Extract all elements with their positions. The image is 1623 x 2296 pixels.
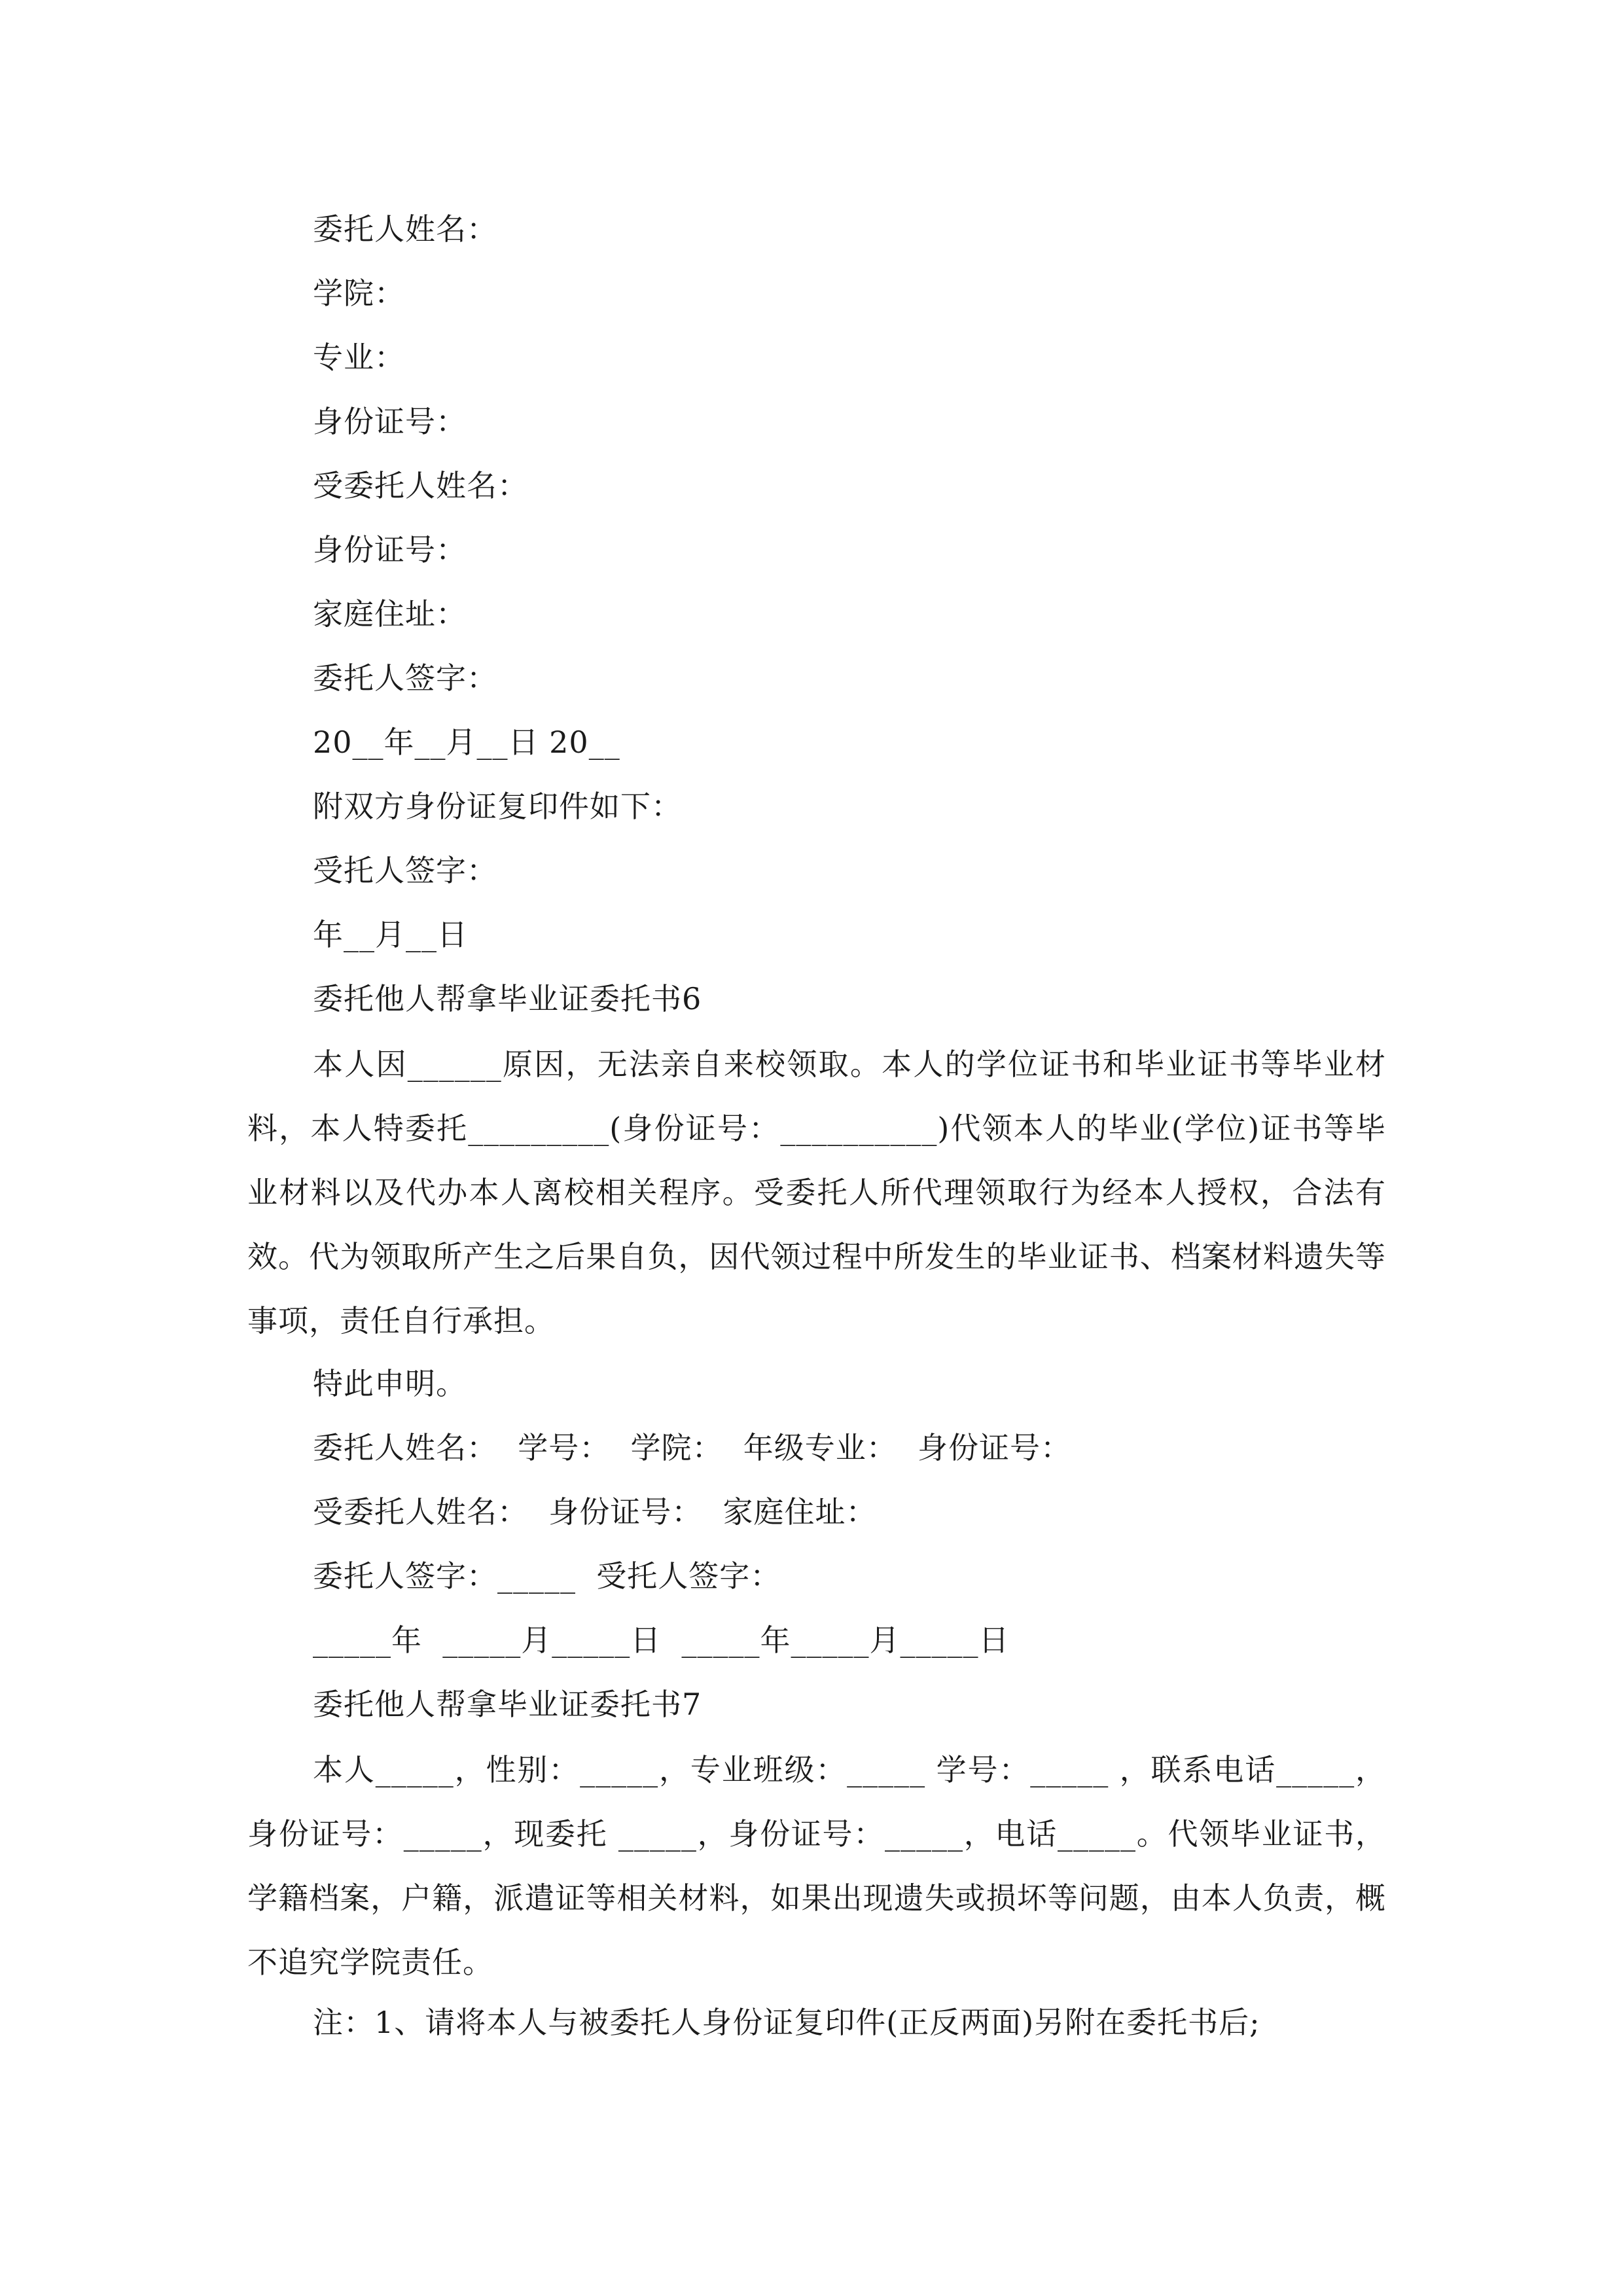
line-dates: _____年 _____月_____日 _____年_____月_____日 bbox=[313, 1623, 1010, 1658]
line-entrustor-info: 委托人姓名： 学号： 学院： 年级专业： 身份证号： bbox=[313, 1430, 1071, 1465]
paragraph-letter-6: 本人因______原因，无法亲自来校领取。本人的学位证书和毕业证书等毕业材料，本人特委托_________(身份证号：__________)代领本人的毕业(学位)证书等毕业材料以及代办本人离校相关程序。受委托人所代理领取行为经本人授权，合法有效。代为领取所产生之后果自负，因代领过程中所发生的毕业证书、档案材料遗失等事项，责任自行承担。 bbox=[247, 1047, 1386, 1338]
line-major: 专业： bbox=[313, 340, 405, 375]
line-trustee-info: 受委托人姓名： 身份证号： 家庭住址： bbox=[313, 1494, 877, 1530]
section-heading-6: 委托他人帮拿毕业证委托书6 bbox=[313, 981, 702, 1016]
line-entrustor-signature: 委托人签字： bbox=[313, 660, 497, 696]
line-note: 注：1、请将本人与被委托人身份证复印件(正反两面)另附在委托书后; bbox=[313, 2005, 1260, 2040]
line-entrustor-name: 委托人姓名： bbox=[313, 211, 497, 247]
line-trustee-id-number: 身份证号： bbox=[313, 532, 467, 567]
line-trustee-name: 受委托人姓名： bbox=[313, 468, 528, 503]
line-id-number: 身份证号： bbox=[313, 404, 467, 439]
section-heading-7: 委托他人帮拿毕业证委托书7 bbox=[313, 1687, 702, 1722]
line-declaration: 特此申明。 bbox=[313, 1366, 467, 1401]
line-date-2: 年__月__日 bbox=[313, 917, 468, 952]
line-signatures: 委托人签字：_____ 受托人签字： bbox=[313, 1558, 781, 1594]
line-attachment-note: 附双方身份证复印件如下： bbox=[313, 789, 682, 824]
line-college: 学院： bbox=[313, 276, 405, 311]
line-date: 20__年__月__日 20__ bbox=[313, 725, 620, 760]
line-trustee-signature: 受托人签字： bbox=[313, 853, 497, 888]
paragraph-letter-7: 本人_____，性别：_____，专业班级：_____ 学号：_____ ，联系电话_____，身份证号：_____，现委托 _____，身份证号：_____，电话_____。代领毕业证书，学籍档案，户籍，派遣证等相关材料，如果出现遗失或损坏等问题，由本人负责，概不追究学院责任。 bbox=[247, 1752, 1386, 1980]
line-home-address: 家庭住址： bbox=[313, 596, 467, 632]
